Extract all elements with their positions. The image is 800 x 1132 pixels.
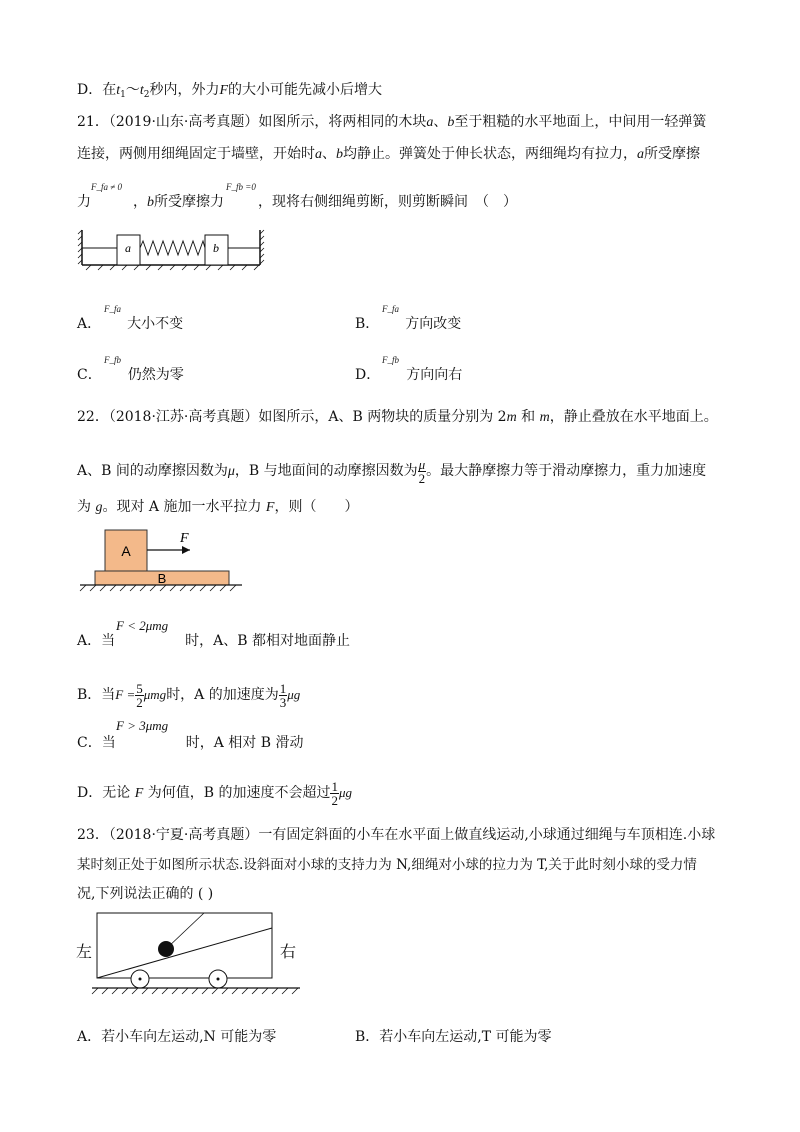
option-text: 仍然为零 bbox=[127, 367, 184, 383]
fraction-denominator: 2 bbox=[136, 694, 143, 710]
mass-symbol: m bbox=[539, 410, 550, 425]
stem-text: 如图所示，将两相同的木块 bbox=[258, 114, 427, 130]
left-wheel-hub bbox=[139, 978, 142, 981]
right-direction-label: 右 bbox=[280, 942, 297, 961]
q22-option-d[interactable] bbox=[77, 778, 352, 809]
stem-text: A、B 间的动摩擦因数为 bbox=[77, 463, 228, 479]
fb-symbol: F_fb bbox=[382, 355, 399, 365]
q20-option-d[interactable] bbox=[77, 80, 382, 105]
formula-lhs: F = bbox=[115, 687, 136, 702]
q21-stem-line3-mid bbox=[133, 192, 224, 213]
option-label: A．当 bbox=[77, 633, 116, 649]
q23-option-a[interactable]: A．若小车向左运动,N 可能为零 bbox=[77, 1029, 277, 1045]
fb-symbol: F_fb bbox=[104, 355, 121, 365]
g-symbol: g bbox=[95, 500, 103, 515]
block-B-label: B bbox=[157, 571, 167, 586]
option-label: D． bbox=[77, 82, 103, 98]
range-separator: ～ bbox=[125, 82, 140, 98]
force-symbol: F bbox=[219, 83, 229, 98]
option-text: 时，A 的加速度为 bbox=[166, 687, 279, 703]
q23-option-b[interactable]: B．若小车向左运动,T 可能为零 bbox=[355, 1029, 552, 1045]
ball bbox=[158, 941, 174, 957]
stacked-blocks-figure bbox=[78, 526, 248, 596]
q21-option-a[interactable] bbox=[77, 314, 183, 334]
formula-f-greater: F > 3μmg bbox=[116, 718, 169, 733]
option-label: D． bbox=[355, 367, 381, 383]
fraction-numerator: 1 bbox=[331, 778, 338, 794]
option-label: B．当 bbox=[77, 687, 116, 703]
t1-symbol: t bbox=[116, 83, 121, 98]
fa-formula: F_fa ≠ 0 bbox=[91, 182, 122, 192]
option-label: B． bbox=[355, 316, 380, 332]
option-text: 为何值，B 的加速度不会超过 bbox=[143, 785, 331, 801]
option-text: 在 bbox=[102, 82, 117, 98]
cart-body bbox=[97, 913, 272, 978]
option-text: 时，A 相对 B 滑动 bbox=[185, 735, 304, 751]
block-a-symbol: a bbox=[637, 147, 644, 162]
one-half-fraction bbox=[330, 780, 339, 807]
block-a-symbol: a bbox=[315, 147, 322, 162]
block-b-symbol: b bbox=[147, 195, 154, 210]
cart-incline-figure bbox=[92, 908, 312, 1018]
stem-text: ，则（ ） bbox=[274, 499, 359, 515]
block-b-symbol: b bbox=[447, 115, 455, 130]
q22-option-b[interactable] bbox=[77, 680, 300, 710]
q23-stem-line3: 况,下列说法正确的 ( ) bbox=[77, 886, 214, 902]
one-third-fraction bbox=[279, 682, 288, 709]
fraction-numerator: 5 bbox=[136, 680, 143, 696]
stem-text: 和 bbox=[516, 409, 540, 425]
q22-stem-line1 bbox=[77, 407, 718, 428]
q21-option-c[interactable] bbox=[77, 365, 184, 385]
stem-text: 均静止。弹簧处于伸长状态，两细绳均有拉力， bbox=[343, 146, 637, 162]
option-text: 大小不变 bbox=[127, 316, 184, 332]
option-label: C．当 bbox=[77, 735, 116, 751]
block-b-label: b bbox=[213, 241, 219, 255]
stem-text: 至于粗糙的水平地面上，中间用一轻弹簧 bbox=[454, 114, 707, 130]
stem-text: 一有固定斜面的小车在水平面上做直线运动,小球通过细绳与车顶相连.小球 bbox=[258, 827, 716, 843]
option-label: C． bbox=[77, 367, 102, 383]
fraction-denominator: 3 bbox=[279, 694, 287, 710]
stem-text: 如图所示，A、B 两物块的质量分别为 2 bbox=[258, 409, 507, 425]
block-a-symbol: a bbox=[426, 115, 434, 130]
stem-text: ， bbox=[133, 194, 147, 210]
block-b-symbol: b bbox=[336, 147, 343, 162]
question-number: 21． bbox=[77, 114, 109, 130]
formula-f-less: F < 2μmg bbox=[116, 618, 169, 633]
question-number: 22． bbox=[77, 409, 109, 425]
stem-text: 所受摩擦 bbox=[644, 146, 700, 162]
q21-stem-line3-end: ，现将右侧细绳剪断，则剪断瞬间 （ ） bbox=[258, 194, 517, 210]
stem-text: 。最大静摩擦力等于滑动摩擦力，重力加速度 bbox=[426, 463, 707, 479]
incline-surface bbox=[97, 928, 272, 978]
t2-symbol: t bbox=[139, 83, 144, 98]
option-label: A． bbox=[77, 316, 102, 332]
acc-unit: μg bbox=[287, 687, 301, 702]
option-text: 方向改变 bbox=[405, 316, 462, 332]
mu-half-fraction bbox=[418, 458, 427, 485]
q22-option-a[interactable] bbox=[77, 631, 350, 651]
q21-stem-line1 bbox=[77, 112, 706, 133]
stem-text: ，静止叠放在水平地面上。 bbox=[549, 409, 718, 425]
fa-symbol: F_fa bbox=[382, 304, 399, 314]
question-source: （2018·江苏·高考真题） bbox=[108, 409, 259, 425]
fa-symbol: F_fa bbox=[104, 304, 121, 314]
spring bbox=[140, 241, 205, 255]
q21-stem-line3-start bbox=[77, 192, 91, 212]
option-text: 秒内，外力 bbox=[149, 82, 220, 98]
stem-text: 力 bbox=[77, 194, 91, 210]
question-source: （2019·山东·高考真题） bbox=[108, 114, 259, 130]
fraction-denominator: 2 bbox=[331, 792, 338, 808]
force-symbol: F bbox=[265, 500, 275, 515]
q23-stem-line2: 某时刻正处于如图所示状态.设斜面对小球的支持力为 N,细绳对小球的拉力为 T,关于此时刻小球的受力情 bbox=[77, 857, 697, 873]
block-A-label: A bbox=[121, 543, 131, 559]
mu-symbol: μ bbox=[227, 464, 235, 479]
question-source: （2018·宁夏·高考真题） bbox=[108, 827, 259, 843]
stem-text: ，B 与地面间的动摩擦因数为 bbox=[234, 463, 418, 479]
question-number: 23． bbox=[77, 827, 109, 843]
q22-stem-line2 bbox=[77, 456, 706, 487]
stem-text: 连接，两侧用细绳固定于墙壁，开始时 bbox=[77, 146, 315, 162]
option-text: 的大小可能先减小后增大 bbox=[228, 82, 383, 98]
force-symbol: F bbox=[134, 786, 144, 801]
five-halves-fraction bbox=[135, 682, 144, 709]
stem-text: 、 bbox=[433, 114, 448, 130]
option-text: D．无论 bbox=[77, 785, 135, 801]
t2-subscript: 2 bbox=[143, 90, 150, 100]
q21-option-d[interactable] bbox=[355, 365, 462, 385]
q22-stem-line3 bbox=[77, 497, 358, 518]
stem-text: 。现对 A 施加一水平拉力 bbox=[102, 499, 266, 515]
q22-option-c[interactable] bbox=[77, 733, 303, 753]
ground-hatch bbox=[92, 988, 298, 994]
q23-stem-line1 bbox=[77, 825, 715, 845]
q21-option-b[interactable] bbox=[355, 314, 461, 334]
formula-rhs: μmg bbox=[143, 687, 167, 702]
acc-unit: μg bbox=[338, 785, 352, 800]
stem-text: 所受摩擦力 bbox=[154, 194, 224, 210]
left-direction-label: 左 bbox=[76, 942, 93, 961]
arrow-head bbox=[182, 546, 190, 554]
force-F-label: F bbox=[180, 531, 189, 546]
spring-blocks-figure bbox=[78, 230, 278, 280]
stem-text: 为 bbox=[77, 499, 96, 515]
right-wheel-hub bbox=[217, 978, 220, 981]
fraction-numerator: μ bbox=[418, 456, 426, 472]
fb-formula: F_fb =0 bbox=[226, 182, 256, 192]
fraction-denominator: 2 bbox=[418, 470, 426, 486]
stem-text: 、 bbox=[322, 146, 336, 162]
q21-stem-line2 bbox=[77, 144, 700, 165]
mass-symbol: m bbox=[506, 410, 517, 425]
block-a-label: a bbox=[125, 241, 131, 255]
option-text: 时，A、B 都相对地面静止 bbox=[185, 633, 350, 649]
fraction-numerator: 1 bbox=[279, 680, 287, 696]
t1-subscript: 1 bbox=[120, 90, 126, 100]
option-text: 方向向右 bbox=[406, 367, 463, 383]
